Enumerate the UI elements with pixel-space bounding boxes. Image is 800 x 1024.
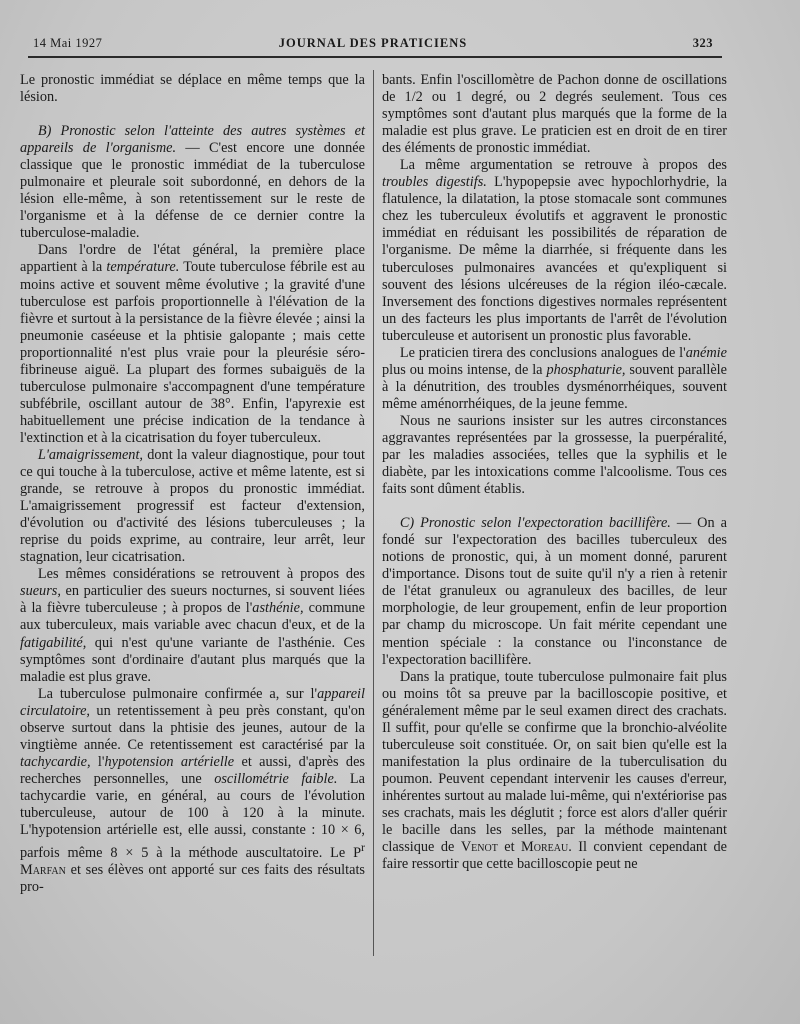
left-column <box>20 72 365 896</box>
term-phosphaturie: phosphaturie, <box>546 361 626 378</box>
term-troubles-digestifs: troubles digestifs. <box>382 174 487 191</box>
column-divider <box>373 70 374 956</box>
section-b-paragraph: B) Pronostic selon l'atteinte des autres systèmes et appareils de l'organisme. — C'est encore une donnée classique que le pronostic immédiat de la tuberculose pulmonaire et pleurale soit subordonné, en dehors de la lésion elle-même, à son retentissement sur le reste de l'organisme et à la défense de ce dernier contre la tuberculose-maladie. <box>20 123 365 242</box>
page-header <box>33 36 713 54</box>
term-asthenie: asthénie, <box>252 600 304 617</box>
paragraph: bants. Enfin l'oscillomètre de Pachon donne de oscillations de 1/2 ou 1 degré, ou 2 degrés seulement. Tous ces symptômes sont d'autant plus marqués que la forme de la maladie est plus grave. Le praticien est en droit de en tirer des éléments de pronostic immédiat. <box>382 72 727 157</box>
paragraph-anemie: Le praticien tirera des conclusions analogues de l'anémie plus ou moins intense, de la phosphaturie, souvent parallèle à la dénutrition, des troubles dysménorrhéiques, souvent même aménorrhéiques, de la jeune femme. <box>382 344 727 412</box>
term-hypotension: hypotension artérielle <box>104 753 235 770</box>
paragraph-sueurs: Les mêmes considérations se retrouvent à propos des sueurs, en particulier des sueurs nocturnes, si souvent liées à la fièvre tuberculeuse ; à propos de l'asthénie, commune aux tuberculeux, mais variable avec chacun d'eux, et de la fatigabilité, qui n'est qu'une variante de l'asthénie. Ces symptômes sont d'ordinaire d'autant plus marqués que la maladie est plus grave. <box>20 566 366 685</box>
term-tachycardie: tachycardie, <box>20 753 91 770</box>
journal-title: JOURNAL DES PRATICIENS <box>278 36 468 50</box>
right-column <box>382 72 727 873</box>
paragraph: Le pronostic immédiat se déplace en même temps que la lésion. <box>20 72 365 106</box>
section-c-paragraph: C) Pronostic selon l'expectoration bacillifère. — On a fondé sur l'expectoration des bacilles tuberculeux des notions de pronostic, qui, à un moment donné, parurent d'importance. Disons tout de suite qu'il n'y a rien à retenir de l'état granuleux ou agranuleux des bacilles, de leur morphologie, de leur groupement, enfin de leur proportion par champ du microscope. Un fait mérite cependant une mention spéciale : la constance ou l'inconstance de l'expectoration bacillifère. <box>382 515 727 668</box>
section-c-heading: C) Pronostic selon l'expectoration bacillifère. <box>399 515 671 532</box>
term-sueurs: sueurs, <box>20 583 61 600</box>
issue-date: 14 Mai 1927 <box>33 36 103 50</box>
paragraph-digestifs: La même argumentation se retrouve à propos des troubles digestifs. L'hypopepsie avec hypochlorhydrie, la flatulence, la dilatation, la ptose stomacale sont communes chez les tuberculeux évolutifs et aggravent le pronostic immédiat en réduisant les possibilités de réparation de l'organisme. De même la diarrhée, si fréquente dans les tuberculoses pulmonaires avancées et qu'expliquent si souvent des lésions ulcéreuses de la région iléo-cæcale. Inversement des fonctions digestives normales représentent un des facteurs les plus importants de l'arrêt de l'évolution tuberculeuse et autorisent un pronostic plus favorable. <box>382 157 728 344</box>
author-moreau: Moreau. <box>521 839 572 856</box>
term-oscillometrie: oscillométrie faible. <box>214 770 338 787</box>
paragraph-circonstances: Nous ne saurions insister sur les autres circonstances aggravantes représentées par la grossesse, la puerpéralité, par les maladies associées, telles que la syphilis et le diabète, par les intoxications comme l'alcoolisme. Tous ces faits sont dûment établis. <box>382 412 727 498</box>
paragraph-temperature: Dans l'ordre de l'état général, la première place appartient à la température. Toute tuberculose fébrile est au moins active et souvent même évolutive ; la gravité d'une tuberculose est parfois proportionnelle à l'élévation de la fièvre et surtout à la persistance de la fièvre élevée ; ainsi la pneumonie caséeuse et la phtisie galopante ; mais cette proportionnalité n'est plus vraie pour la pleurésie séro-fibrineuse aiguë. La plupart des formes subaiguës de la tuberculose pulmonaire s'accompagnent d'une température subfébrile, oscillant autour de 38°. Enfin, l'apyrexie est habituellement une précise indication de la tendance à l'extinction et à la cicatrisation du foyer tuberculeux. <box>20 242 366 446</box>
author-marfan: Marfan <box>20 861 66 878</box>
paragraph-amaigrissement: L'amaigrissement, dont la valeur diagnostique, pour tout ce qui touche à la tuberculose, active et même latente, est si grande, se retrouve à propos du pronostic immédiat. L'amaigrissement progressif est facteur d'extension, d'évolution ou d'activité des lésions tuberculeuses ; la reprise du poids exprime, au contraire, leur arrêt, leur stagnation, leur cicatrisation. <box>20 446 365 566</box>
section-b-heading: B) Pronostic selon l'atteinte des autres systèmes et appareils de l'organisme. <box>20 123 365 157</box>
paragraph-bacilloscopie: Dans la pratique, toute tuberculose pulmonaire fait plus ou moins tôt sa preuve par la bacilloscopie positive, et généralement même par le seul examen direct des crachats. Il suffit, pour qu'elle se confirme que la bronchio-alvéolite tuberculeuse soit constituée. Or, on sait bien qu'elle est la manifestation la plus ordinaire de la tuberculisation du poumon. Peuvent cependant intervenir les causes d'erreur, inhérentes surtout au malade lui-même, qui n'extériorise pas ses crachats, mais les déglutit ; force est alors d'aller quérir le bacille dans les selles, par la méthode maintenant classique de Venot et Moreau. Il convient cependant de faire ressortir que cette bacilloscopie peut ne <box>382 668 727 873</box>
term-amaigrissement: L'amaigrissement, <box>37 446 144 463</box>
title-superscript: r <box>361 840 365 855</box>
page-number: 323 <box>692 36 713 50</box>
term-temperature: température. <box>106 259 180 276</box>
header-rule <box>28 56 722 58</box>
term-fatigabilite: fatigabilité, <box>20 634 87 651</box>
term-anemie: anémie <box>685 344 727 361</box>
author-venot: Venot <box>460 839 498 856</box>
paragraph-circulatoire: La tuberculose pulmonaire confirmée a, sur l'appareil circulatoire, un retentissement à peu près constant, qu'on observe surtout dans la phtisie des jeunes, autour de la vingtième année. Ce retentissement est caractérisé par la tachycardie, l'hypotension artérielle et aussi, d'après des recherches personnelles, une oscillométrie faible. La tachycardie varie, en général, au cours de l'évolution tuberculeuse, autour de 100 à 120 à la minute. L'hypotension artérielle est, elle aussi, constante : 10 × 6, parfois même 8 × 5 à la méthode auscultatoire. Le $P^r$ Marfan et ses élèves ont apporté sur ces faits des résultats pro- <box>20 685 365 895</box>
term-appareil-circulatoire: appareil circulatoire, <box>20 685 365 719</box>
